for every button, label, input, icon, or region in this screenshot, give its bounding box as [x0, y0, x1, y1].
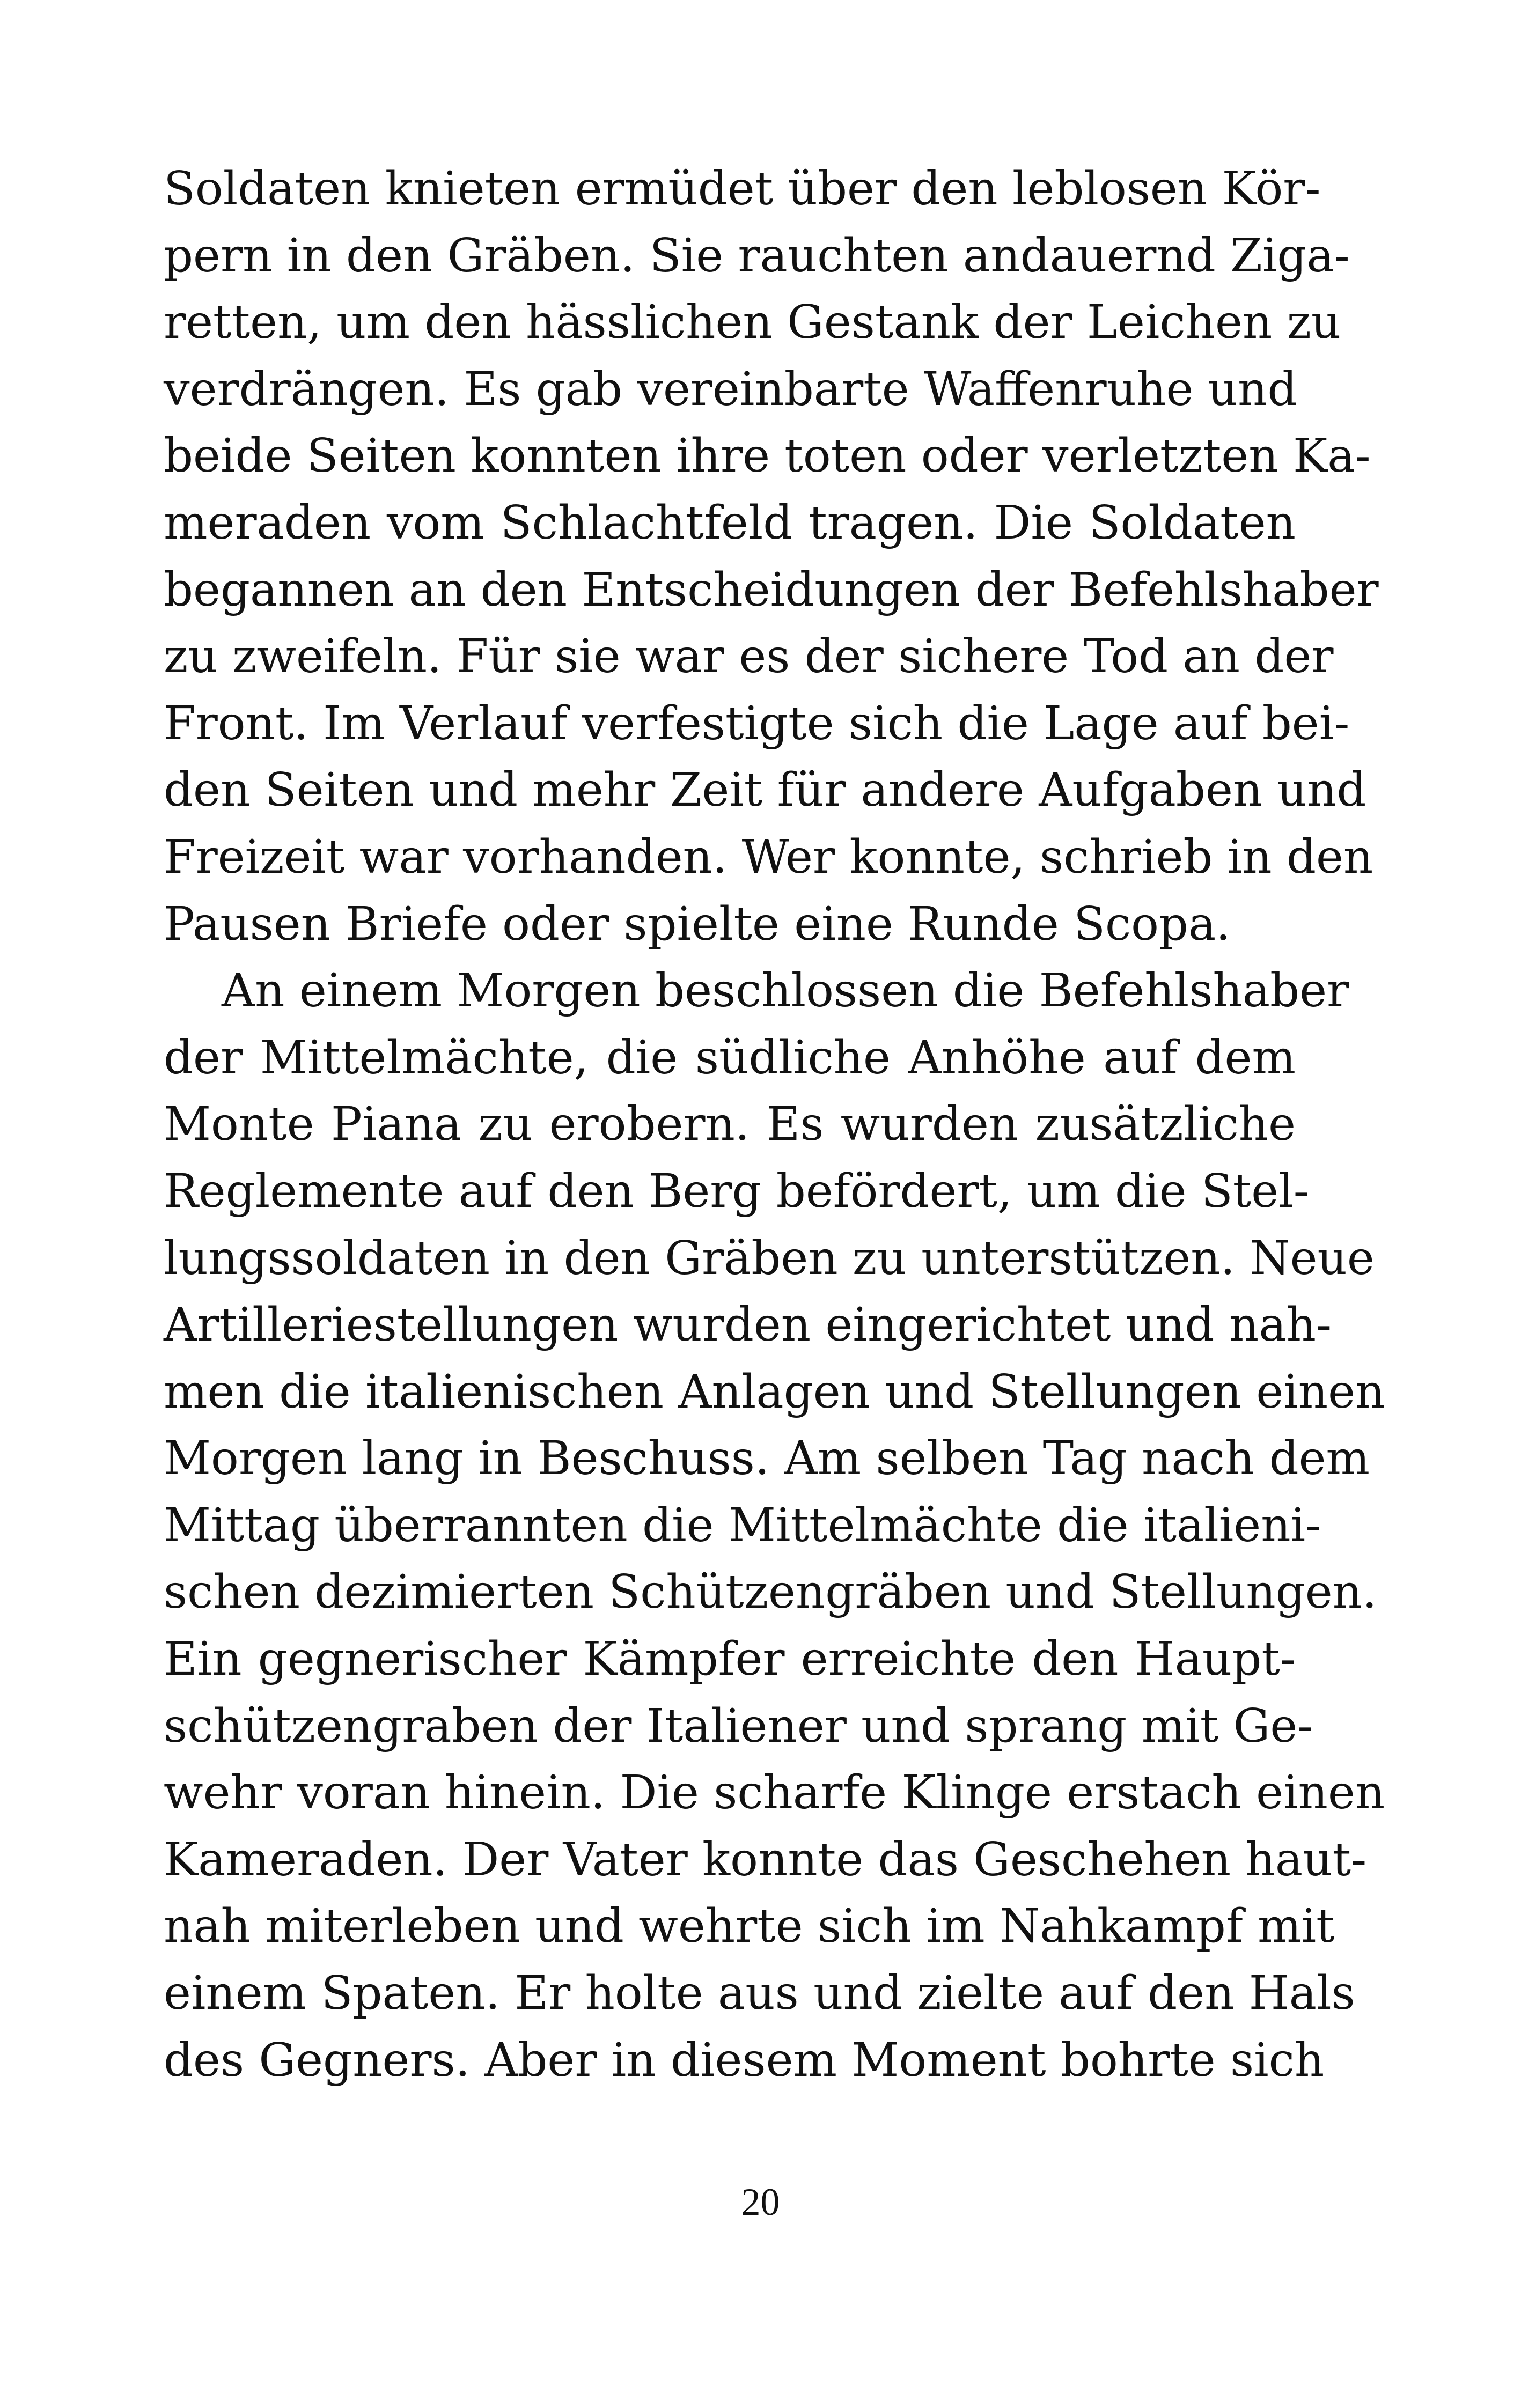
text-line: meraden vom Schlachtfeld tragen. Die Soldaten: [164, 496, 1296, 550]
text-line: lungssoldaten in den Gräben zu unterstützen. Neue: [164, 1231, 1375, 1285]
text-line: schen dezimierten Schützengräben und Stellungen.: [164, 1565, 1377, 1619]
text-line: Ein gegnerischer Kämpfer erreichte den Haupt-: [164, 1632, 1296, 1687]
page-number: 20: [741, 2181, 780, 2223]
text-line: Mittag überrannten die Mittelmächte die italieni-: [164, 1498, 1321, 1552]
text-line: schützengraben der Italiener und sprang mit Ge-: [164, 1699, 1313, 1753]
text-line: einem Spaten. Er holte aus und zielte auf den Hals: [164, 1967, 1355, 2021]
text-line: begannen an den Entscheidungen der Befehlshaber: [164, 563, 1379, 617]
text-line: beide Seiten konnten ihre toten oder verletzten Ka-: [164, 429, 1371, 483]
text-line: Artilleriestellungen wurden eingerichtet und nah-: [164, 1298, 1332, 1352]
text-line: Front. Im Verlauf verfestigte sich die Lage auf bei-: [164, 696, 1350, 750]
text-line: Freizeit war vorhanden. Wer konnte, schrieb in den: [164, 830, 1373, 884]
text-line: Kameraden. Der Vater konnte das Geschehen haut-: [164, 1832, 1367, 1887]
text-line: Soldaten knieten ermüdet über den leblosen Kör-: [164, 162, 1321, 216]
text-line: men die italienischen Anlagen und Stellungen einen: [164, 1365, 1385, 1419]
text-line: pern in den Gräben. Sie rauchten andauernd Ziga-: [164, 229, 1350, 283]
text-line: Reglemente auf den Berg befördert, um die Stel-: [164, 1164, 1309, 1218]
text-line: den Seiten und mehr Zeit für andere Aufgaben und: [164, 763, 1366, 818]
text-line: nah miterleben und wehrte sich im Nahkampf mit: [164, 1899, 1335, 1954]
text-line: retten, um den hässlichen Gestank der Leichen zu: [164, 296, 1341, 350]
text-line: Monte Piana zu erobern. Es wurden zusätzliche: [164, 1098, 1296, 1152]
text-line: der Mittelmächte, die südliche Anhöhe auf dem: [164, 1030, 1296, 1085]
text-line: Morgen lang in Beschuss. Am selben Tag nach dem: [164, 1432, 1370, 1486]
text-line: des Gegners. Aber in diesem Moment bohrte sich: [164, 2033, 1325, 2087]
text-line: wehr voran hinein. Die scharfe Klinge erstach einen: [164, 1766, 1385, 1820]
text-line: An einem Morgen beschlossen die Befehlshaber: [222, 964, 1349, 1018]
text-line: verdrängen. Es gab vereinbarte Waffenruhe und: [164, 362, 1297, 416]
text-line: zu zweifeln. Für sie war es der sichere Tod an der: [164, 630, 1334, 684]
text-line: Pausen Briefe oder spielte eine Runde Scopa.: [164, 897, 1231, 951]
body-text: [164, 156, 1385, 2094]
